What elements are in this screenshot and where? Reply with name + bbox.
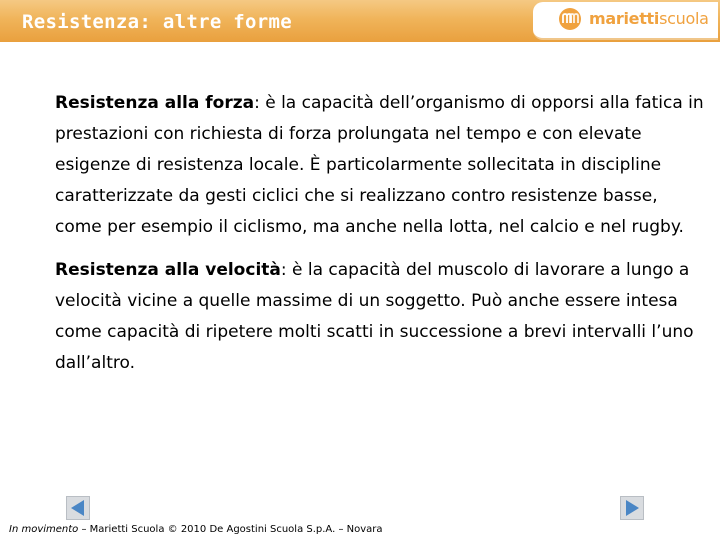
definition-resistenza-forza: : è la capacità dell’organismo di opporsi alla fatica in prestazioni con richiesta di forza prolungata nel tempo e con elevate esigenze di resistenza locale. È particolarmente sollecitata in discipline caratterizzate da gesti ciclici che si realizzano contro resistenze basse, come per esempio il ciclismo, ma anche nella lotta, nel calcio e nel rugby.: [55, 93, 704, 237]
footer-credits: [9, 524, 383, 535]
triangle-right-icon: [621, 497, 643, 519]
term-resistenza-velocita: Resistenza alla velocità: [55, 260, 281, 280]
paragraph-resistenza-velocita: [55, 255, 705, 379]
term-resistenza-forza: Resistenza alla forza: [55, 93, 255, 113]
logo-brand-light: scuola: [659, 9, 709, 28]
triangle-left-icon: [67, 497, 89, 519]
footer-book-title: In movimento: [9, 524, 79, 535]
logo-brand-bold: marietti: [589, 9, 660, 28]
slide-title: Resistenza: altre forme: [22, 11, 292, 33]
slide-body: [55, 88, 705, 391]
publisher-logo: [533, 2, 718, 40]
header-bar: [0, 0, 720, 42]
definition-resistenza-velocita: : è la capacità del muscolo di lavorare a lungo a velocità vicine a quelle massime di un soggetto. Può anche essere intesa come capacità di ripetere molti scatti in successione a brevi intervalli l’uno dall’altro.: [55, 260, 694, 373]
paragraph-resistenza-forza: [55, 88, 705, 243]
mm-logo-icon: [558, 7, 582, 31]
previous-slide-button[interactable]: [66, 496, 90, 520]
next-slide-button[interactable]: [620, 496, 644, 520]
footer-copyright: – Marietti Scuola © 2010 De Agostini Scuola S.p.A. – Novara: [78, 524, 383, 535]
logo-wordmark: [589, 9, 709, 28]
